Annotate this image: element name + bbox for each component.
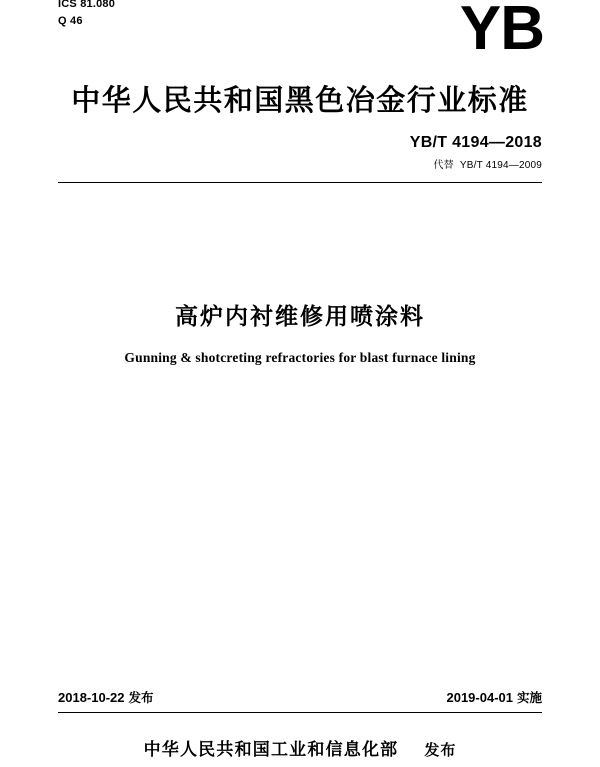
issuer-action: 发布 — [424, 741, 457, 759]
standard-number-block — [410, 134, 542, 171]
dates-row — [58, 688, 542, 706]
yb-logo: YB — [459, 0, 544, 63]
standard-number: YB/T 4194—2018 — [409, 134, 542, 151]
issue-date: 2018-10-22 — [58, 690, 125, 705]
issuer-line — [0, 735, 600, 760]
replaces-label: 代替 — [433, 160, 454, 171]
ics-code: ICS 81.080 — [58, 0, 116, 10]
header-codes — [58, 0, 115, 30]
issue-date-item — [58, 688, 154, 706]
issue-label: 发布 — [128, 690, 154, 705]
issuer-name: 中华人民共和国工业和信息化部 — [143, 740, 399, 760]
header-divider — [58, 182, 542, 183]
replaces-line — [410, 156, 542, 171]
document-title-english: Gunning & shotcreting refractories for blast furnace lining — [124, 350, 476, 365]
footer-divider — [58, 712, 542, 713]
document-title-chinese: 高炉内衬维修用喷涂料 — [175, 304, 425, 330]
replaces-value: YB/T 4194—2009 — [459, 160, 542, 171]
implement-label: 实施 — [516, 690, 542, 705]
implement-date: 2019-04-01 — [446, 690, 513, 705]
implement-date-item — [446, 688, 542, 706]
standard-type-title: 中华人民共和国黑色冶金行业标准 — [71, 83, 529, 117]
classification-code: Q 46 — [58, 15, 83, 27]
